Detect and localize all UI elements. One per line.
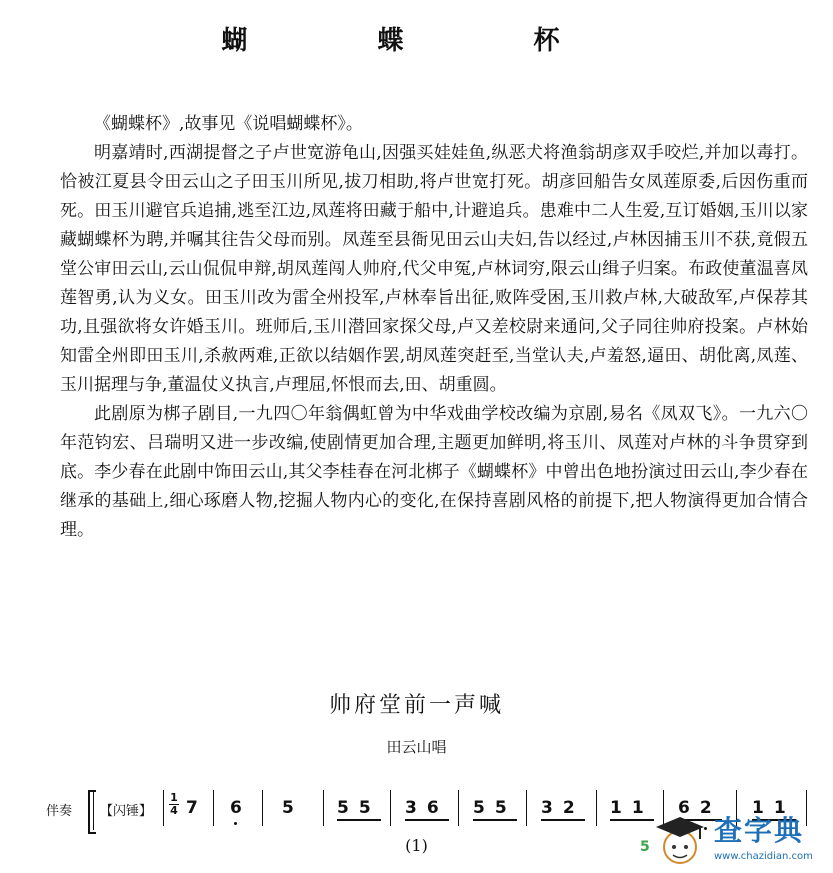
page-title: 蝴 蝶 杯 bbox=[221, 26, 612, 56]
score-barline bbox=[390, 790, 391, 826]
score-barline bbox=[458, 790, 459, 826]
graduate-cap-icon bbox=[640, 805, 710, 871]
paragraph-story: 明嘉靖时,西湖提督之子卢世宽游龟山,因强买娃娃鱼,纵恶犬将渔翁胡彦双手咬烂,并加以毒打。恰被江夏县令田云山之子田玉川所见,拔刀相助,将卢世宽打死。胡彦回船告女凤莲原委,后因伤重而死。田玉川避官兵追捕,逃至江边,凤莲将田藏于船中,计避追兵。患难中二人生爱,互订婚姻,玉川以家藏蝴蝶杯为聘,并嘱其往告父母而别。凤莲至县衙见田云山夫妇,告以经过,卢林因捕玉川不获,竟假五堂公审田云山,云山侃侃申辩,胡凤莲闯人帅府,代父申冤,卢林词穷,限云山缉子归案。布政使董温喜凤莲智勇,认为义女。田玉川改为雷全州投军,卢林奉旨出征,败阵受困,玉川救卢林,大破敌军,卢保荐其功,且强欲将女许婚玉川。班师后,玉川潜回家探父母,卢又差校尉来通问,父子同往帅府投案。卢林始知雷全州即田玉川,杀赦两难,正欲以结姻作罢,胡凤莲突赶至,当堂认夫,卢羞怒,逼田、胡仳离,凤莲、玉川据理与争,董温仗义执言,卢理屈,怀恨而去,田、胡重圆。 bbox=[60, 143, 808, 395]
score-note: 11 bbox=[752, 798, 796, 821]
score-barline bbox=[262, 790, 263, 826]
score-note: 55 bbox=[337, 798, 381, 821]
time-signature bbox=[169, 792, 179, 817]
watermark-url: www.chazidian.com bbox=[714, 851, 813, 862]
watermark-brand: 查字典 bbox=[714, 814, 805, 847]
song-singer: 田云山唱 bbox=[386, 738, 447, 756]
score-bracket bbox=[88, 790, 96, 834]
score-note: 7 bbox=[186, 798, 208, 818]
score-bracket-inner bbox=[93, 790, 94, 830]
score-barline bbox=[596, 790, 597, 826]
body-text bbox=[60, 110, 808, 545]
score-barline bbox=[213, 790, 214, 826]
score-section: 【闪锤】 bbox=[100, 804, 153, 819]
score-note: 32 bbox=[541, 798, 585, 821]
score-note: 11 bbox=[610, 798, 654, 821]
score-label: 伴奏 bbox=[46, 804, 73, 819]
paragraph-history: 此剧原为梆子剧目,一九四〇年翁偶虹曾为中华戏曲学校改编为京剧,易名《凤双飞》。一九六〇年范钧宏、吕瑞明又进一步改编,使剧情更加合理,主题更加鲜明,将玉川、凤莲对卢林的斗争贯穿到底。李少春在此剧中饰田云山,其父李桂春在河北梆子《蝴蝶杯》中曾出色地扮演过田云山,李少春在继承的基础上,细心琢磨人物,挖掘人物内心的变化,在保持喜剧风格的前提下,把人物演得更加合情合理。 bbox=[60, 404, 808, 540]
score-note: 6 bbox=[230, 798, 252, 818]
score-note: 5 bbox=[282, 798, 304, 818]
score-note: 55 bbox=[473, 798, 517, 821]
svg-text:5: 5 bbox=[640, 839, 650, 855]
score-note: 36 bbox=[405, 798, 449, 821]
meter-top: 1 bbox=[170, 791, 178, 804]
paragraph-intro: 《蝴蝶杯》,故事见《说唱蝴蝶杯》。 bbox=[94, 114, 363, 134]
meter-bottom: 4 bbox=[170, 804, 178, 817]
score-barline bbox=[526, 790, 527, 826]
page-number: (1) bbox=[405, 836, 428, 855]
score-note: 62 bbox=[678, 798, 722, 821]
watermark bbox=[640, 805, 833, 873]
score-barline bbox=[163, 790, 164, 826]
score-barline bbox=[323, 790, 324, 826]
low-octave-dot bbox=[234, 822, 237, 825]
song-title: 帅府堂前一声喊 bbox=[328, 693, 504, 718]
